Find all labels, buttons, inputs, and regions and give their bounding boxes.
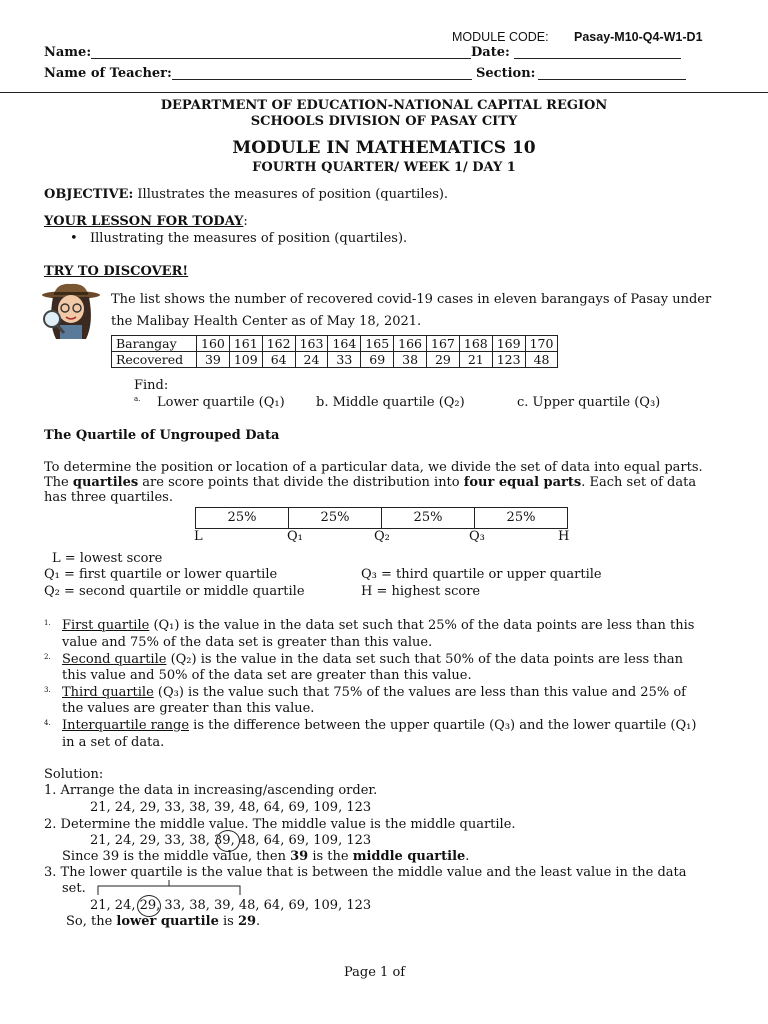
lesson-label: YOUR LESSON FOR TODAY [44,214,244,229]
detective-avatar-image [40,283,102,341]
quartile-para-line3: has three quartiles. [44,490,173,505]
find-c: c. Upper quartile (Q₃) [517,395,661,410]
table-cell: 170 [525,336,558,352]
para-bold-quartiles: quartiles [72,475,139,490]
definition-line2: this value and 50% of the data set are greater than this value. [62,668,472,683]
date-label: Date: [471,45,510,60]
table-cell: 64 [262,352,295,368]
table-cell: 69 [361,352,394,368]
lesson-bullet: Illustrating the measures of position (quartiles). [90,231,408,246]
quartile-heading: The Quartile of Ungrouped Data [44,428,280,443]
legend-q3: Q₃ = third quartile or upper quartile [361,567,602,582]
para-text: The [44,475,73,490]
table-row [112,352,558,368]
legend-l: L = lowest score [52,551,163,566]
header-divider [0,92,768,93]
diagram-label-h: H [558,529,570,544]
definition-second-quartile [62,652,683,667]
solution-step1-data: 21, 24, 29, 33, 38, 39, 48, 64, 69, 109, 123 [90,800,372,815]
teacher-label: Name of Teacher: [44,66,172,81]
definition-number: 4. [44,719,51,727]
para-bold-four-equal-parts: four equal parts [463,475,582,490]
solution-step2-data: 21, 24, 29, 33, 38, 39, 48, 64, 69, 109, 123 [90,833,372,848]
table-cell: 33 [328,352,361,368]
para-text: . Each set of data [581,475,697,490]
table-cell: 161 [229,336,262,352]
objective [44,187,448,202]
table-cell: 166 [394,336,427,352]
quartile-segment: 25% [474,507,568,529]
date-field[interactable] [514,58,681,59]
dept-title: DEPARTMENT OF EDUCATION-NATIONAL CAPITAL REGION [160,98,608,113]
definition-term: First quartile [62,618,150,633]
lower-half-bracket [95,880,245,896]
conclusion-text: Since 39 is the middle value, then [62,849,291,864]
quartile-segment: 25% [381,507,475,529]
definition-number: 1. [44,619,51,627]
diagram-label-q1: Q₁ [287,529,303,544]
discover-text-line1: The list shows the number of recovered covid-19 cases in eleven barangays of Pasay under [111,292,712,307]
definition-text: (Q₂) is the value in the data set such that 50% of the data points are less than [166,652,684,667]
table-cell: Recovered [112,352,197,368]
objective-label: OBJECTIVE: [44,187,134,202]
conclusion-text: is the [308,849,353,864]
definition-term: Third quartile [62,685,154,700]
table-cell: 29 [427,352,460,368]
table-cell: 160 [197,336,230,352]
quartile-para-line1: To determine the position or location of a particular data, we divide the set of data into equal parts. [44,460,703,475]
lesson-bullet-dot: • [70,231,78,246]
definition-line2: the values are greater than this value. [62,701,315,716]
definition-term: Second quartile [62,652,167,667]
table-cell: 163 [295,336,328,352]
solution-step3-line1: 3. The lower quartile is the value that is between the middle value and the least value in the data [44,865,687,880]
para-text: are score points that divide the distribution into [138,475,464,490]
conclusion-text: . [465,849,470,864]
name-field[interactable] [91,58,471,59]
module-code: Pasay-M10-Q4-W1-D1 [574,30,703,44]
find-a: Lower quartile (Q₁) [157,395,285,410]
conclusion-text: . [256,914,261,929]
legend-h: H = highest score [361,584,481,599]
conclusion-term: lower quartile [116,914,219,929]
section-field[interactable] [538,79,686,80]
table-row [112,336,558,352]
table-cell: 48 [525,352,558,368]
definition-text: (Q₁) is the value in the data set such that 25% of the data points are less than this [149,618,695,633]
quartile-para-line2 [44,475,696,490]
legend-q2: Q₂ = second quartile or middle quartile [44,584,305,599]
diagram-label-q2: Q₂ [374,529,390,544]
quartile-segment: 25% [288,507,382,529]
conclusion-term: middle quartile [352,849,466,864]
table-cell: 164 [328,336,361,352]
table-cell: Barangay [112,336,197,352]
definition-line2: value and 75% of the data set is greater than this value. [62,635,433,650]
solution-step3-conclusion [66,914,260,929]
page-footer: Page 1 of [344,965,406,980]
discover-text-line2: the Malibay Health Center as of May 18, 2021. [111,314,422,329]
module-title: MODULE IN MATHEMATICS 10 [232,138,536,158]
module-code-label: MODULE CODE: [452,30,549,44]
quarter-title: FOURTH QUARTER/ WEEK 1/ DAY 1 [252,160,516,175]
solution-step3-line2: set. [62,881,86,896]
conclusion-text: is [218,914,238,929]
solution-step1: 1. Arrange the data in increasing/ascending order. [44,783,378,798]
table-cell: 109 [229,352,262,368]
table-cell: 169 [492,336,525,352]
diagram-label-l: L [194,529,203,544]
definition-first-quartile [62,618,694,633]
discover-label: TRY TO DISCOVER! [44,264,189,279]
diagram-label-q3: Q₃ [469,529,485,544]
section-label: Section: [476,66,536,81]
table-cell: 39 [197,352,230,368]
quartile-segment: 25% [195,507,289,529]
table-cell: 162 [262,336,295,352]
table-cell: 123 [492,352,525,368]
conclusion-text: So, the [66,914,117,929]
definition-number: 2. [44,653,51,661]
legend-q1: Q₁ = first quartile or lower quartile [44,567,278,582]
conclusion-value: 39 [290,849,309,864]
table-cell: 21 [459,352,492,368]
find-b: b. Middle quartile (Q₂) [316,395,465,410]
teacher-field[interactable] [172,79,472,80]
definition-interquartile-range [62,718,696,733]
objective-text: Illustrates the measures of position (quartiles). [133,187,449,202]
lesson-colon: : [243,214,248,229]
table-cell: 168 [459,336,492,352]
name-label: Name: [44,45,92,60]
definition-line2: in a set of data. [62,735,165,750]
definition-third-quartile [62,685,686,700]
table-cell: 38 [394,352,427,368]
solution-step2-conclusion [62,849,469,864]
recovered-cases-table [111,335,558,368]
find-label: Find: [134,378,169,393]
definition-number: 3. [44,686,51,694]
division-title: SCHOOLS DIVISION OF PASAY CITY [250,114,518,129]
table-cell: 165 [361,336,394,352]
definition-term: Interquartile range [62,718,190,733]
lesson-heading [44,214,248,229]
solution-step3-data: 21, 24, 29, 33, 38, 39, 48, 64, 69, 109, 123 [90,898,372,913]
table-cell: 167 [427,336,460,352]
definition-text: is the difference between the upper quartile (Q₃) and the lower quartile (Q₁) [189,718,697,733]
definition-text: (Q₃) is the value such that 75% of the values are less than this value and 25% of [153,685,686,700]
solution-step2: 2. Determine the middle value. The middle value is the middle quartile. [44,817,516,832]
table-cell: 24 [295,352,328,368]
solution-label: Solution: [44,767,104,782]
find-a-marker: a. [134,395,141,403]
conclusion-value: 29 [237,914,257,929]
